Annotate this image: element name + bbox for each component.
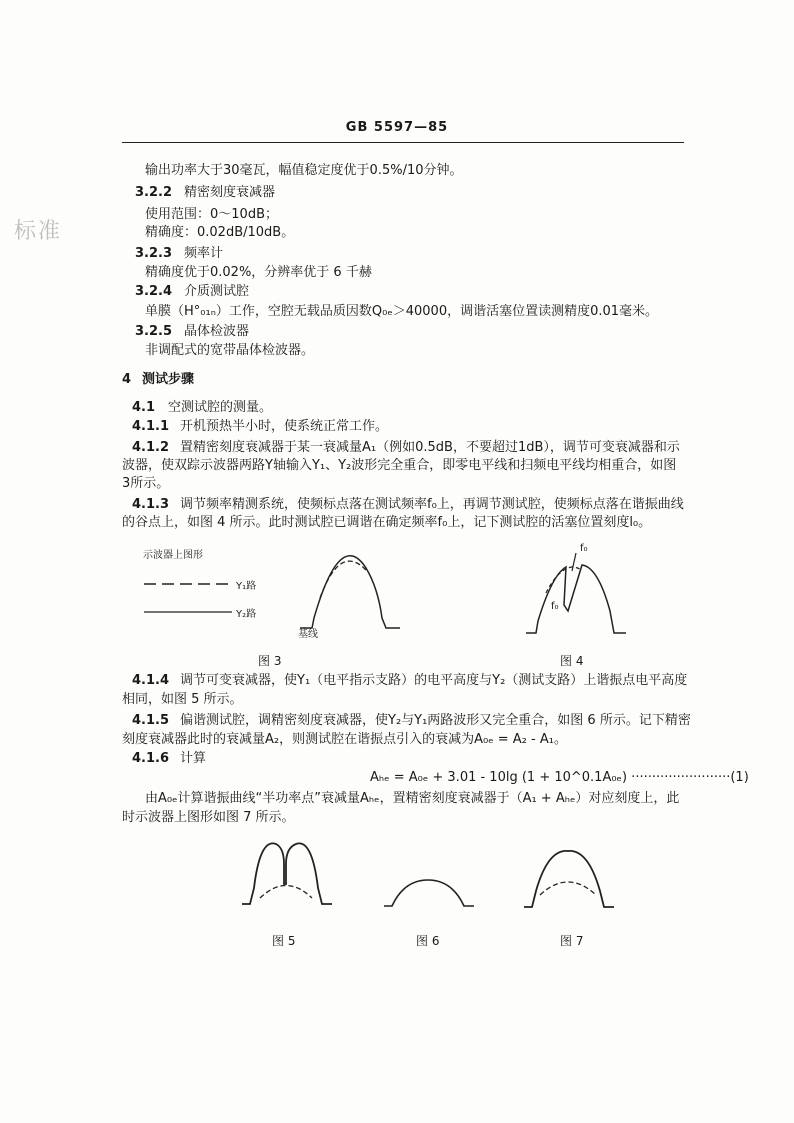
figure3-y2-label: Y₂路 [236, 609, 257, 620]
section-heading: 计算 [180, 751, 207, 766]
text-line: 非调配式的宽带晶体检波器。 [145, 343, 315, 358]
text-line: 置精密刻度衰减器于某一衰减量A₁（例如0.5dB，不要超过1dB），调节可变衰减器和示 [180, 440, 680, 455]
section-number: 4.1.3 [132, 497, 170, 512]
text-line: 精确度优于0.02%，分辨率优于 6 千赫 [145, 265, 372, 280]
figure3-baseline-label: 基线 [298, 629, 318, 640]
figure6-caption: 图 6 [416, 934, 440, 948]
section-number: 3.2.5 [135, 324, 173, 339]
formula-1: Aₕₑ = A₀ₑ + 3.01 - 10lg (1 + 10^0.1A₀ₑ) ························(1) [370, 770, 749, 785]
section-number: 4 [122, 372, 132, 387]
text-line: 输出功率大于30毫瓦，幅值稳定度优于0.5%/10分钟。 [145, 163, 463, 178]
figure3-caption: 图 3 [258, 654, 282, 668]
figure4-caption: 图 4 [560, 654, 584, 668]
text-line: 使用范围：0～10dB； [145, 207, 278, 222]
text-line: 开机预热半小时，使系统正常工作。 [180, 419, 389, 434]
text-line: 波器，使双踪示波器两路Y轴输入Y₁、Y₂波形完全重合，即零电平线和扫频电平线均相重合，如图 [122, 458, 677, 473]
figure3-y1-label: Y₁路 [236, 581, 257, 592]
text-line: 时示波器上图形如图 7 所示。 [122, 810, 295, 825]
text-line: 相同，如图 5 所示。 [122, 692, 243, 707]
text-line: 偏谐测试腔，调精密刻度衰减器，使Y₂与Y₁两路波形又完全重合，如图 6 所示。记下精密 [180, 713, 691, 728]
text-line: 的谷点上，如图 4 所示。此时测试腔已调谐在确定频率f₀上，记下测试腔的活塞位置刻度l₀。 [122, 515, 652, 530]
section-number: 4.1.5 [132, 713, 170, 728]
section-number: 4.1.6 [132, 751, 170, 766]
text-line: 调节可变衰减器，使Y₁（电平指示支路）的电平高度与Y₂（测试支路）上谐振点电平高度 [180, 673, 688, 688]
text-line: 调节频率精测系统，使频标点落在测试频率f₀上，再调节测试腔，使频标点落在谐振曲线 [180, 497, 684, 512]
text-line: 刻度衰减器此时的衰减量A₂，则测试腔在谐振点引入的衰减为A₀ₑ = A₂ - A₁。 [122, 732, 567, 747]
figure5-caption: 图 5 [272, 934, 296, 948]
text-line: 单膜（H°₀₁ₙ）工作，空腔无载品质因数Q₀ₑ＞40000，调谐活塞位置读测精度0.01毫米。 [145, 304, 659, 319]
section-heading: 介质测试腔 [184, 284, 250, 299]
figure7-curve [520, 845, 620, 920]
section-number: 4.1.2 [132, 440, 170, 455]
section-number: 3.2.2 [135, 185, 173, 200]
header-rule [122, 142, 684, 143]
section-number: 3.2.3 [135, 246, 173, 261]
section-heading: 测试步骤 [142, 372, 195, 387]
text-line: 精确度：0.02dB/10dB。 [145, 225, 295, 240]
figure4-f0-top: f₀ [580, 543, 588, 554]
section-number: 4.1.4 [132, 673, 170, 688]
figure4-curve [518, 545, 638, 640]
figure4-f0-mid: f₀ [551, 601, 559, 612]
section-number: 3.2.4 [135, 284, 173, 299]
figure7-caption: 图 7 [560, 934, 584, 948]
figure6-curve [380, 860, 480, 920]
section-heading: 空测试腔的测量。 [168, 400, 273, 415]
section-heading: 晶体检波器 [184, 324, 250, 339]
side-watermark: 标准 [14, 219, 63, 244]
text-line: 由A₀ₑ计算谐振曲线“半功率点”衰减量Aₕₑ，置精密刻度衰减器于（A₁ + Aₕₑ）对应刻度上，此 [145, 791, 680, 806]
figure3-legend-lines [140, 560, 300, 640]
figure3-title: 示波器上图形 [143, 550, 203, 561]
section-heading: 精密刻度衰减器 [184, 185, 276, 200]
section-heading: 频率计 [184, 246, 224, 261]
standard-code-header: GB 5597—85 [345, 120, 449, 135]
text-line: 3所示。 [122, 476, 170, 491]
section-number: 4.1 [132, 400, 156, 415]
section-number: 4.1.1 [132, 419, 170, 434]
figure5-curve [238, 838, 338, 918]
